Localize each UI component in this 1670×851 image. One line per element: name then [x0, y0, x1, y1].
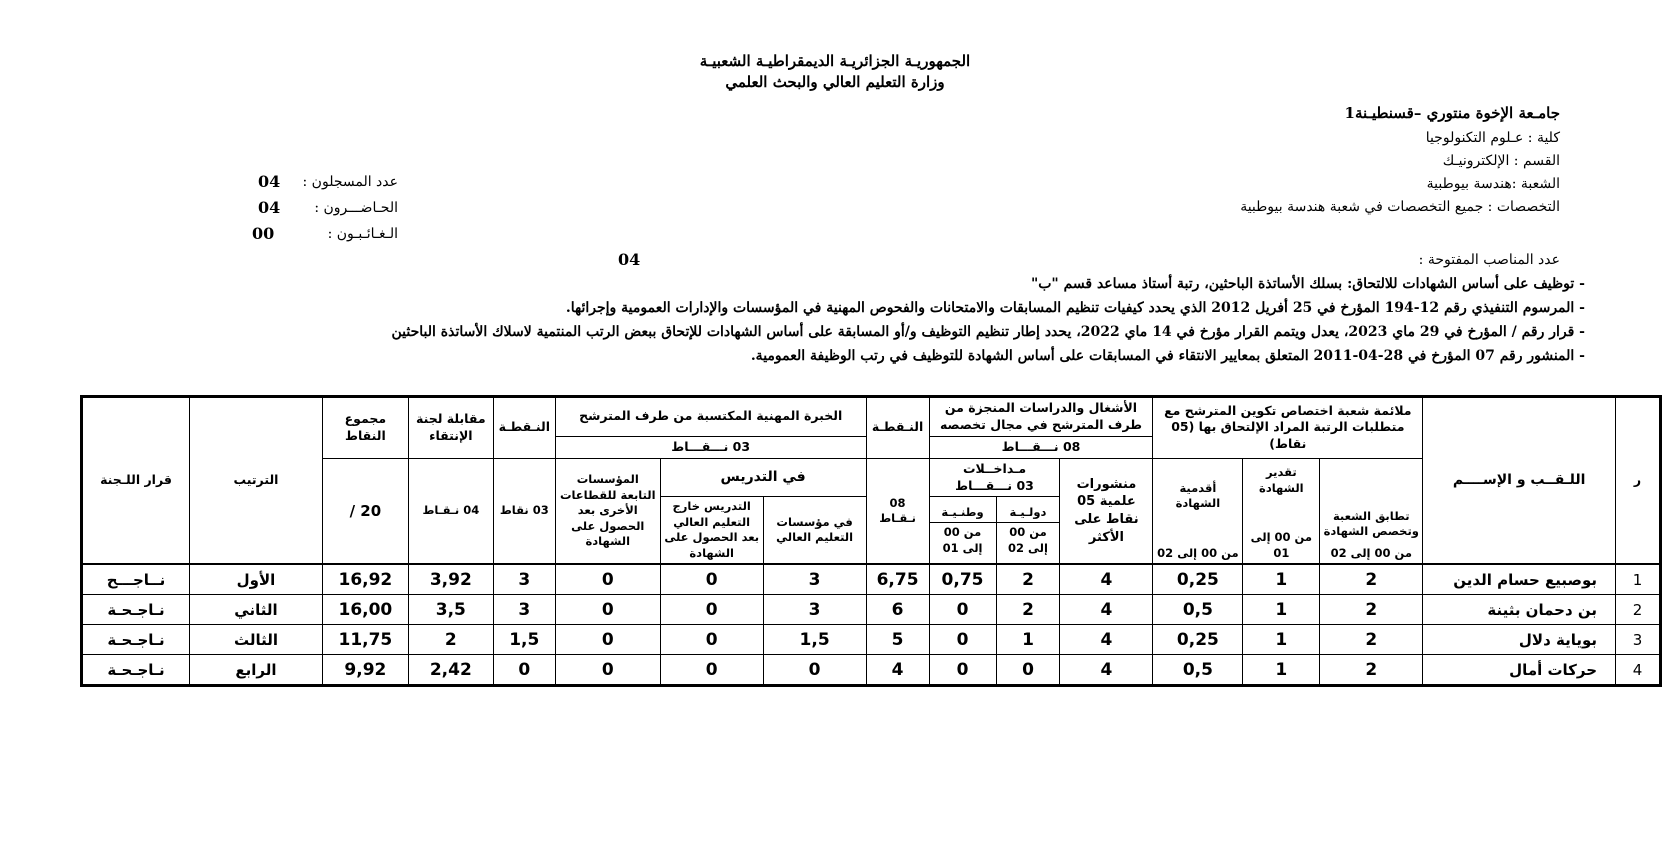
fit-grade-header	[1243, 458, 1320, 564]
cell-value: 1	[1243, 625, 1320, 655]
branch-line: الشعبة :هندسة بيوطبية	[1426, 176, 1560, 192]
row-number: 2	[1616, 595, 1661, 625]
institutions-header: المؤسسات التابعة للقطاعات الأخرى بعد الحصول على الشهادة	[555, 458, 660, 564]
positions-value: 04	[618, 250, 641, 269]
cell-value: 4	[1060, 625, 1153, 655]
present-value: 04	[258, 198, 281, 217]
score1-sub-header: 08 نـقـاط	[866, 458, 929, 564]
cell-value: 0	[493, 655, 555, 686]
fit-seniority-header	[1153, 458, 1243, 564]
positions-label: عدد المناصب المفتوحة :	[1418, 252, 1560, 268]
fit-seniority-range: من 00 إلى 02	[1157, 545, 1239, 560]
candidate-name: بن دحمان بثينة	[1423, 595, 1616, 625]
registered-label: عدد المسجلون :	[302, 174, 398, 190]
table-row	[82, 625, 1661, 655]
international-label: دولـيـة	[997, 505, 1060, 524]
fit-grade-label: تقدير الشهادة	[1259, 465, 1304, 495]
cell-value: 4	[1060, 655, 1153, 686]
cell-value: 3,5	[408, 595, 493, 625]
fit-match-range: من 00 إلى 02	[1330, 545, 1412, 560]
cell-rank: الرابع	[190, 655, 323, 686]
absent-label: الـغـائـبـون :	[327, 226, 398, 242]
cell-value: 0,5	[1153, 655, 1243, 686]
col-total-header: مجموع النقاط	[322, 397, 408, 459]
cell-value: 1,5	[493, 625, 555, 655]
cell-rank: الثاني	[190, 595, 323, 625]
cell-value: 0	[555, 625, 660, 655]
national-range: من 00 إلى 01	[942, 525, 983, 555]
interview-sub-header: 04 نـقـاط	[408, 458, 493, 564]
national-header	[929, 497, 996, 565]
row-number: 3	[1616, 625, 1661, 655]
ministry-title: وزارة التعليم العالي والبحث العلمي	[725, 73, 945, 91]
cell-value: 0,5	[1153, 595, 1243, 625]
cell-total: 16,00	[322, 595, 408, 625]
cell-value: 0	[555, 564, 660, 595]
cell-value: 0	[996, 655, 1060, 686]
col-name-header: اللـقــب و الإســــم	[1423, 397, 1616, 565]
registered-value: 04	[258, 172, 281, 191]
teaching-header: في التدريس	[660, 458, 866, 497]
national-label: وطنـيـة	[930, 505, 996, 524]
cell-value: 6,75	[866, 564, 929, 595]
cell-value: 0	[660, 564, 763, 595]
international-range: من 00 إلى 02	[1008, 525, 1048, 555]
candidate-name: بوصبيع حسام الدين	[1423, 564, 1616, 595]
cell-value: 2	[408, 625, 493, 655]
table-row	[82, 655, 1661, 686]
cell-value: 3	[763, 564, 866, 595]
university-name: جامـعة الإخوة منتوري –قسنطيـنة1	[1344, 104, 1560, 122]
cell-total: 16,92	[322, 564, 408, 595]
cell-decision: نــاجـــح	[82, 564, 190, 595]
cell-total: 9,92	[322, 655, 408, 686]
cell-value: 0	[929, 595, 996, 625]
cell-value: 1	[996, 625, 1060, 655]
cell-value: 0,25	[1153, 625, 1243, 655]
works-points-header: 08 نـــقـــاط	[929, 436, 1153, 458]
conferences-label: مـداخــلات	[962, 460, 1027, 476]
conferences-header	[929, 458, 1060, 497]
col-rank-header: الترتيب	[190, 397, 323, 565]
col-experience-header: الخبرة المهنية المكتسبة من طرف المترشح	[555, 397, 866, 437]
absent-value: 00	[252, 224, 275, 243]
cell-value: 2	[996, 595, 1060, 625]
cell-value: 0	[660, 595, 763, 625]
cell-value: 0	[555, 595, 660, 625]
total-sub-header: 20 /	[322, 458, 408, 564]
cell-value: 0	[660, 655, 763, 686]
cell-value: 4	[1060, 595, 1153, 625]
table-row	[82, 564, 1661, 595]
cell-value: 5	[866, 625, 929, 655]
cell-rank: الثالث	[190, 625, 323, 655]
fit-seniority-label: أقدمية الشهادة	[1175, 480, 1221, 511]
faculty-line: كلية : عـلوم التكنولوجيا	[1425, 130, 1560, 146]
specialties-line: التخصصات : جميع التخصصات في شعبة هندسة بيوطبية	[1240, 199, 1560, 215]
cell-decision: نـاجـحـة	[82, 625, 190, 655]
teaching-outside-header: التدريس خارج التعليم العالي بعد الحصول على الشهادة	[660, 497, 763, 565]
cell-value: 0	[763, 655, 866, 686]
reference-line: - المنشور رقم 07 المؤرخ في 28-04-2011 المتعلق بمعايير الانتقاء في المسابقات على أساس الشهادة للتوظيف في رتب الوظيفة العمومية.	[750, 348, 1585, 364]
cell-value: 3,92	[408, 564, 493, 595]
col-fit-header: ملائمة شعبة اختصاص تكوين المترشح مع متطلبات الرتبة المراد الإلتحاق بها (05 نقاط)	[1153, 397, 1423, 459]
cell-value: 1	[1243, 564, 1320, 595]
col-score2-header: النـقطـة	[493, 397, 555, 459]
col-interview-header: مقابلة لجنة الإنتقاء	[408, 397, 493, 459]
cell-value: 2	[1320, 625, 1423, 655]
cell-value: 0	[929, 625, 996, 655]
republic-title: الجمهوريـة الجزائريـة الديمقراطيـة الشعبيـة	[699, 52, 971, 70]
reference-line: - المرسوم التنفيذي رقم 12-194 المؤرخ في 25 أفريل 2012 الذي يحدد كيفيات تنظيم المسابقات والامتحانات والفحوص المهنية في المؤسسات والإدارات العمومية وإجرائها.	[565, 300, 1585, 316]
cell-value: 3	[493, 595, 555, 625]
present-label: الحـاضـــرون :	[314, 200, 398, 216]
col-score1-header: النـقطـة	[866, 397, 929, 459]
cell-value: 2	[1320, 595, 1423, 625]
col-number-header: ر	[1616, 397, 1661, 565]
department-line: القسم : الإلكترونيـك	[1442, 153, 1560, 169]
cell-value: 0	[929, 655, 996, 686]
results-table	[80, 395, 1662, 687]
cell-decision: نـاجـحـة	[82, 595, 190, 625]
reference-line: - توظيف على أساس الشهادات للالتحاق: بسلك الأساتذة الباحثين، رتبة أستاذ مساعد قسم "ب"	[1030, 276, 1585, 292]
cell-value: 6	[866, 595, 929, 625]
cell-value: 0	[660, 625, 763, 655]
cell-decision: نـاجـحـة	[82, 655, 190, 686]
cell-value: 0,25	[1153, 564, 1243, 595]
experience-points-header: 03 نـــقـــاط	[555, 436, 866, 458]
candidate-name: حركات أمال	[1423, 655, 1616, 686]
candidate-name: بوياية دلال	[1423, 625, 1616, 655]
cell-value: 0,75	[929, 564, 996, 595]
cell-total: 11,75	[322, 625, 408, 655]
row-number: 4	[1616, 655, 1661, 686]
cell-value: 4	[866, 655, 929, 686]
cell-value: 2,42	[408, 655, 493, 686]
teaching-university-header: في مؤسسات التعليم العالي	[763, 497, 866, 565]
cell-rank: الأول	[190, 564, 323, 595]
cell-value: 4	[1060, 564, 1153, 595]
fit-match-label: تطابق الشعبة وتخصص الشهادة	[1323, 508, 1419, 539]
cell-value: 3	[493, 564, 555, 595]
fit-grade-range: من 00 إلى 01	[1250, 530, 1313, 560]
international-header	[996, 497, 1060, 565]
score2-sub-header: 03 نقاط	[493, 458, 555, 564]
cell-value: 1,5	[763, 625, 866, 655]
cell-value: 2	[1320, 564, 1423, 595]
col-decision-header: قرار اللـجنة	[82, 397, 190, 565]
cell-value: 3	[763, 595, 866, 625]
cell-value: 2	[1320, 655, 1423, 686]
reference-line: - قرار رقم / المؤرخ في 29 ماي 2023، يعدل ويتمم القرار مؤرخ في 14 ماي 2022، يحدد إطار تنظيم التوظيف و/أو المسابقة على أساس الشهادات للإتحاق ببعض الرتب المنتمية لاسلاك الأساتذة الباحثين	[391, 324, 1585, 340]
cell-value: 1	[1243, 655, 1320, 686]
cell-value: 0	[555, 655, 660, 686]
conferences-points: 03 نـــقـــاط	[955, 477, 1034, 493]
row-number: 1	[1616, 564, 1661, 595]
table-row	[82, 595, 1661, 625]
col-works-header: الأشغال والدراسات المنجزة من طرف المترشح في مجال تخصصه	[929, 397, 1153, 437]
fit-match-header	[1320, 458, 1423, 564]
cell-value: 2	[996, 564, 1060, 595]
publications-header: منشورات علمية 05 نقاط على الأكثر	[1060, 458, 1153, 564]
cell-value: 1	[1243, 595, 1320, 625]
